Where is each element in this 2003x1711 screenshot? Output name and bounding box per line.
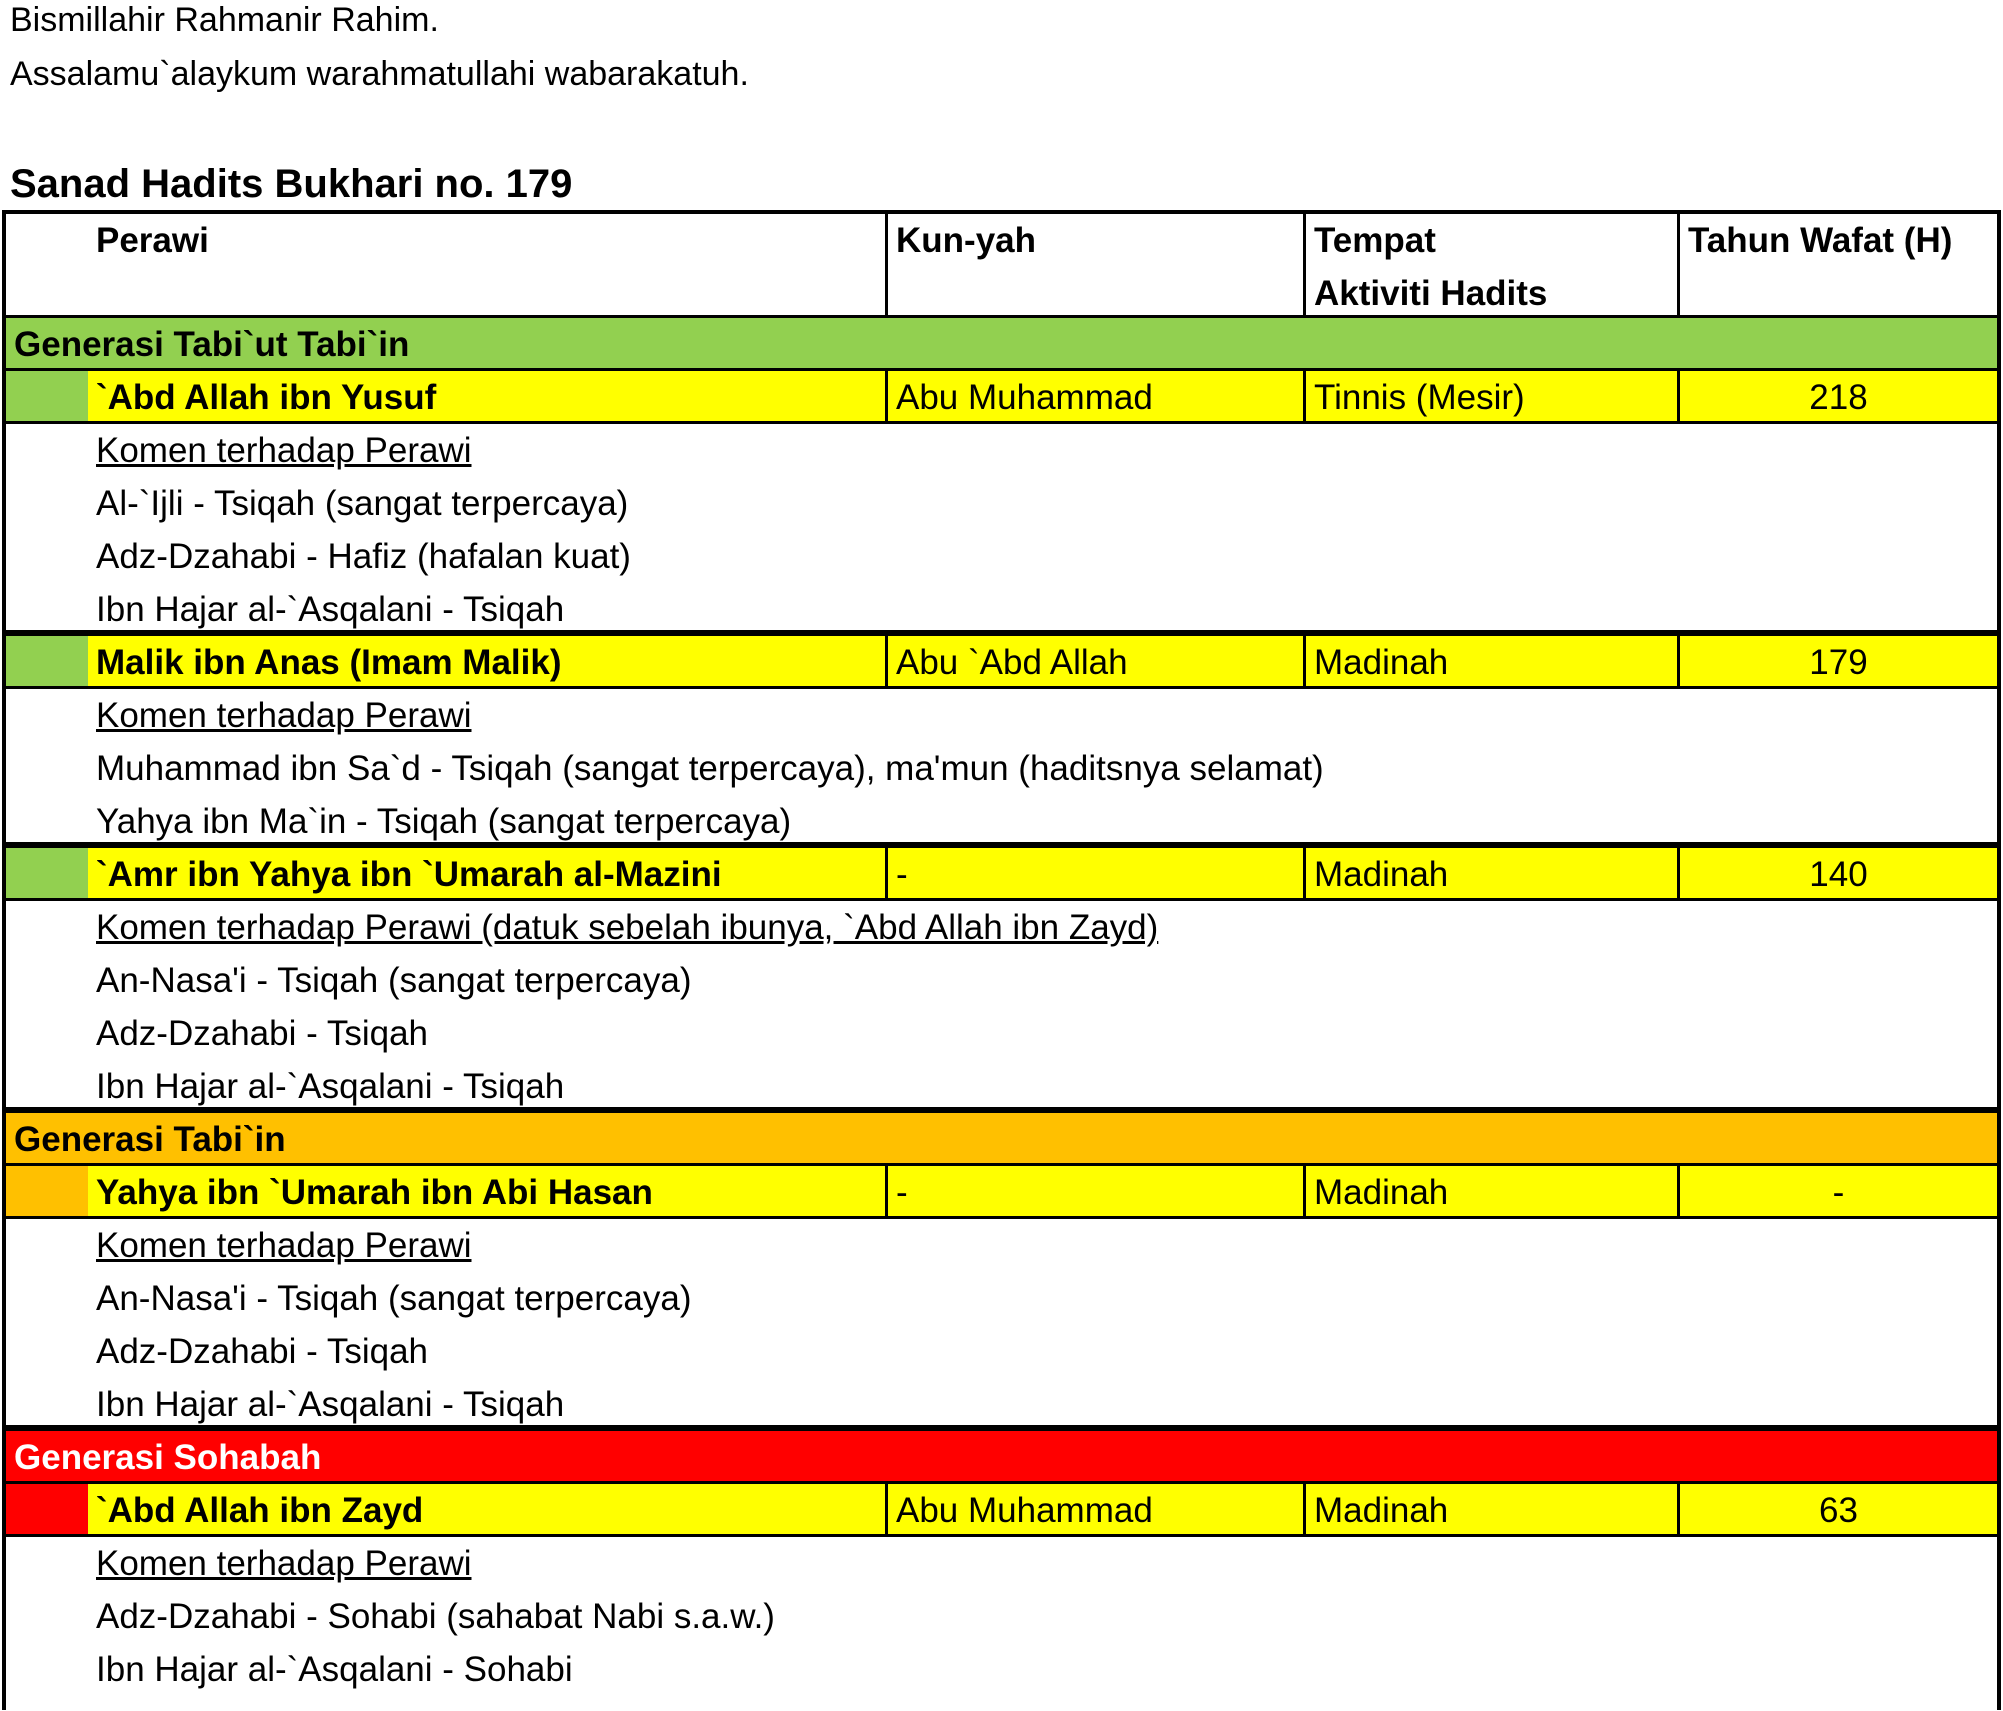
generation-indicator [6, 848, 88, 898]
narrator-kunyah: Abu Muhammad [885, 1484, 1303, 1534]
narrator-name: Malik ibn Anas (Imam Malik) [88, 636, 885, 686]
comment-block [6, 424, 1997, 636]
comment-block [6, 1537, 1997, 1696]
narrator-row [6, 848, 1997, 901]
narrator-row [6, 636, 1997, 689]
generation-label: Generasi Tabi`in [14, 1120, 286, 1159]
narrator-tempat: Madinah [1303, 1166, 1677, 1216]
header-perawi: Perawi [96, 221, 209, 260]
comment-line: An-Nasa'i - Tsiqah (sangat terpercaya) [96, 961, 692, 1000]
header-tempat [1303, 214, 1677, 315]
generation-row [6, 1431, 1997, 1484]
narrator-tahun-wafat: 218 [1677, 371, 1997, 421]
narrator-kunyah: Abu `Abd Allah [885, 636, 1303, 686]
header-row [6, 210, 1997, 318]
comment-line: Ibn Hajar al-`Asqalani - Tsiqah [96, 1385, 565, 1424]
narrator-kunyah: - [885, 1166, 1303, 1216]
comment-line: Yahya ibn Ma`in - Tsiqah (sangat terpercaya) [96, 802, 792, 841]
narrator-name: `Abd Allah ibn Zayd [88, 1484, 885, 1534]
narrator-kunyah: Abu Muhammad [885, 371, 1303, 421]
page-title: Sanad Hadits Bukhari no. 179 [10, 162, 573, 206]
header-kunyah: Kun-yah [885, 214, 1303, 315]
header-tahun: Tahun Wafat (H) [1677, 214, 1997, 315]
generation-row [6, 318, 1997, 371]
narrator-name: `Abd Allah ibn Yusuf [88, 371, 885, 421]
intro-line-2: Assalamu`alaykum warahmatullahi wabarakatuh. [10, 55, 749, 93]
comment-line: Ibn Hajar al-`Asqalani - Tsiqah [96, 590, 565, 629]
comment-title: Komen terhadap Perawi (datuk sebelah ibunya, `Abd Allah ibn Zayd) [96, 908, 1159, 947]
comment-block [6, 689, 1997, 848]
comment-line: Adz-Dzahabi - Sohabi (sahabat Nabi s.a.w.) [96, 1597, 775, 1636]
narrator-tahun-wafat: - [1677, 1166, 1997, 1216]
generation-label: Generasi Tabi`ut Tabi`in [14, 325, 410, 364]
comment-line: An-Nasa'i - Tsiqah (sangat terpercaya) [96, 1279, 692, 1318]
header-tempat-line2: Aktiviti Hadits [1314, 274, 1548, 313]
comment-title: Komen terhadap Perawi [96, 1226, 472, 1265]
comment-block [6, 901, 1997, 1113]
comment-line: Ibn Hajar al-`Asqalani - Tsiqah [96, 1067, 565, 1106]
narrator-name: `Amr ibn Yahya ibn `Umarah al-Mazini [88, 848, 885, 898]
narrator-tempat: Madinah [1303, 848, 1677, 898]
narrator-row [6, 371, 1997, 424]
generation-row [6, 1113, 1997, 1166]
comment-title: Komen terhadap Perawi [96, 431, 472, 470]
comment-title: Komen terhadap Perawi [96, 1544, 472, 1583]
comment-line: Muhammad ibn Sa`d - Tsiqah (sangat terpercaya), ma'mun (haditsnya selamat) [96, 749, 1324, 788]
narrator-tahun-wafat: 63 [1677, 1484, 1997, 1534]
narrator-tempat: Madinah [1303, 1484, 1677, 1534]
comment-block [6, 1219, 1997, 1431]
narrator-tahun-wafat: 140 [1677, 848, 1997, 898]
sanad-table [2, 210, 2001, 1710]
generation-indicator [6, 636, 88, 686]
narrator-tempat: Madinah [1303, 636, 1677, 686]
generation-indicator [6, 1484, 88, 1534]
header-tempat-line1: Tempat [1314, 221, 1436, 260]
comment-line: Adz-Dzahabi - Tsiqah [96, 1332, 429, 1371]
generation-indicator [6, 1166, 88, 1216]
comment-line: Adz-Dzahabi - Hafiz (hafalan kuat) [96, 537, 631, 576]
narrator-kunyah: - [885, 848, 1303, 898]
intro-line-1: Bismillahir Rahmanir Rahim. [10, 1, 439, 39]
narrator-tahun-wafat: 179 [1677, 636, 1997, 686]
comment-line: Ibn Hajar al-`Asqalani - Sohabi [96, 1650, 573, 1689]
narrator-tempat: Tinnis (Mesir) [1303, 371, 1677, 421]
narrator-row [6, 1166, 1997, 1219]
comment-line: Adz-Dzahabi - Tsiqah [96, 1014, 429, 1053]
generation-label: Generasi Sohabah [14, 1438, 322, 1477]
narrator-row [6, 1484, 1997, 1537]
narrator-name: Yahya ibn `Umarah ibn Abi Hasan [88, 1166, 885, 1216]
comment-title: Komen terhadap Perawi [96, 696, 472, 735]
generation-indicator [6, 371, 88, 421]
comment-line: Al-`Ijli - Tsiqah (sangat terpercaya) [96, 484, 629, 523]
